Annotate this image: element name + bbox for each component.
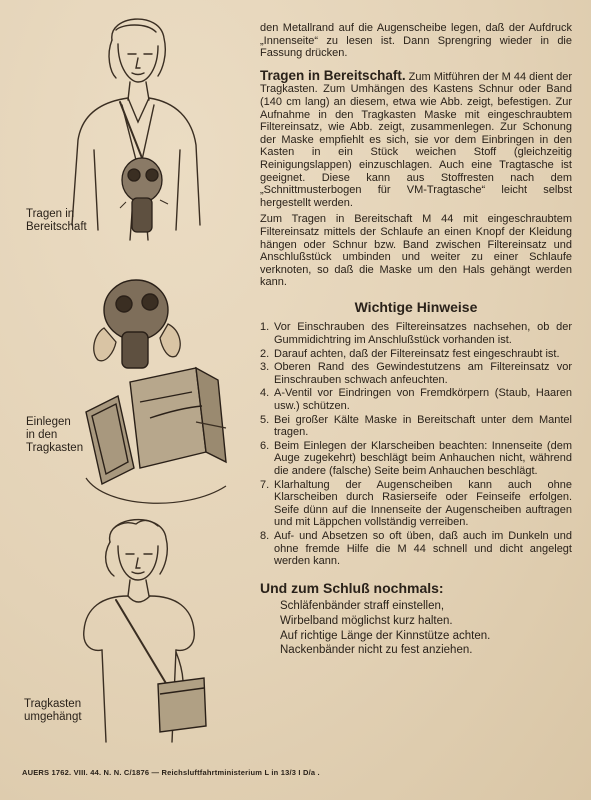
item-text: Oberen Rand des Gewindestutzens am Filtereinsatz vor Einschrauben schwach anfeuchten. (274, 361, 572, 386)
caption-line: umgehängt (24, 711, 82, 723)
intro-paragraph: den Metallrand auf die Augenscheibe legen, daß der Aufdruck „Innenseite“ zu lesen ist. Dann Sprengring wieder in die Fassung drücken. (260, 22, 572, 60)
caption-line: Bereitschaft (26, 221, 87, 233)
closing-lines (260, 600, 572, 656)
item-text: A-Ventil vor Eindringen von Fremdkörpern (Staub, Haaren usw.) schützen. (274, 387, 572, 413)
item-number: 4. (260, 387, 270, 400)
closing-title: Und zum Schluß nochmals: (260, 579, 444, 596)
list-item (260, 321, 572, 346)
caption-line: Tragen in (26, 208, 75, 220)
item-number: 2. (260, 347, 270, 360)
list-item (260, 348, 572, 361)
item-number: 3. (260, 361, 270, 374)
list-item (260, 530, 572, 568)
tragen-text: Zum Mitführen der M 44 dient der Tragkasten. Zum Umhängen des Kastens Schnur oder Band (140 cm lang) an diesem, etwa wie Abb. zeigt, befestigen. Zur Aufnahme in den Tragkasten Maske mit eingeschraubtem Filtereinsatz, wie Abb. zeigt, zusammenlegen. Zur Schonung der Maske empfiehlt es sich, sie vor dem Einbringen in den Kasten in ein Stück weichen Stoff (gleichzeitig Reinigungslappen) einzuschlagen. Auch eine Tragtasche ist geeignet. Diese kann aus Stoffresten nach dem „Schnittmusterbogen für VM-Tragtasche“ leicht selbst hergestellt werden. (260, 70, 572, 209)
list-item (260, 387, 572, 412)
closing-line: Schläfenbänder straff einstellen, (280, 600, 445, 613)
list-item (260, 440, 572, 478)
tragen-heading: Tragen in Bereitschaft. (260, 67, 406, 83)
item-text: Bei großer Kälte Maske in Bereitschaft unter dem Mantel tragen. (274, 413, 572, 439)
closing-line: Wirbelband möglichst kurz halten. (280, 614, 453, 627)
caption-einlegen-tragkasten (26, 416, 83, 455)
item-text: Darauf achten, daß der Filtereinsatz fest eingeschraubt ist. (274, 347, 560, 360)
caption-line: Einlegen (26, 416, 71, 428)
hinweise-title: Wichtige Hinweise (354, 298, 478, 315)
caption-line: in den (26, 429, 58, 441)
caption-tragen-in-bereitschaft (26, 208, 87, 234)
item-number: 1. (260, 321, 270, 334)
hinweise-list (260, 321, 572, 567)
item-text: Auf- und Absetzen so oft üben, daß auch im Dunkeln und ohne fremde Hilfe die M 44 schnell und dicht angelegt werden kann. (274, 529, 572, 568)
text-column (260, 22, 572, 659)
illustration-column (0, 0, 258, 800)
item-number: 5. (260, 413, 270, 426)
list-item (260, 479, 572, 529)
caption-line: Tragkasten (24, 698, 82, 710)
closing-line: Auf richtige Länge der Kinnstütze achten. (280, 629, 491, 642)
item-text: Vor Einschrauben des Filtereinsatzes nachsehen, ob der Gummidichtring im Anschlußstück vorhanden ist. (274, 321, 572, 347)
item-text: Klarhaltung der Augenscheiben kann auch ohne Klarscheiben durch Rasierseife oder Feinseife erfolgen. Seife dünn auf die Innenseite der Augenscheiben auftragen und mit Läppchen vollständig verreiben. (274, 478, 572, 529)
item-number: 6. (260, 439, 270, 452)
illustration-tragkasten-umgehaengt (66, 512, 216, 752)
tragen-paragraph (260, 67, 572, 210)
list-item (260, 361, 572, 386)
item-number: 7. (260, 478, 270, 491)
tragen-paragraph-2: Zum Tragen in Bereitschaft M 44 mit eingeschraubtem Filtereinsatz mittels der Schlaufe an einen Knopf der Kleidung hängen oder Schnur bzw. Band zwischen Filtereinsatz und Anschlußstück umbinden und weiter zu einer Schlaufe verknoten, so daß die Maske um den Hals gehängt werden kann. (260, 213, 572, 289)
caption-tragkasten-umgehaengt (24, 698, 82, 724)
caption-line: Tragkasten (26, 442, 84, 454)
list-item (260, 414, 572, 439)
closing-line: Nackenbänder nicht zu fest anziehen. (280, 644, 473, 657)
item-number: 8. (260, 529, 270, 542)
item-text: Beim Einlegen der Klarscheiben beachten: Innenseite (dem Auge zugekehrt) beschlägt beim Anhauchen nicht, während die andere (falsche) Seite beim Anhauchen beschlägt. (274, 439, 572, 477)
footer-imprint: AUERS 1762. VIII. 44. N. N. C/1876 — Reichsluftfahrtministerium L in 13/3 I D/a . (22, 768, 320, 777)
illustration-einlegen-tragkasten (76, 272, 236, 512)
